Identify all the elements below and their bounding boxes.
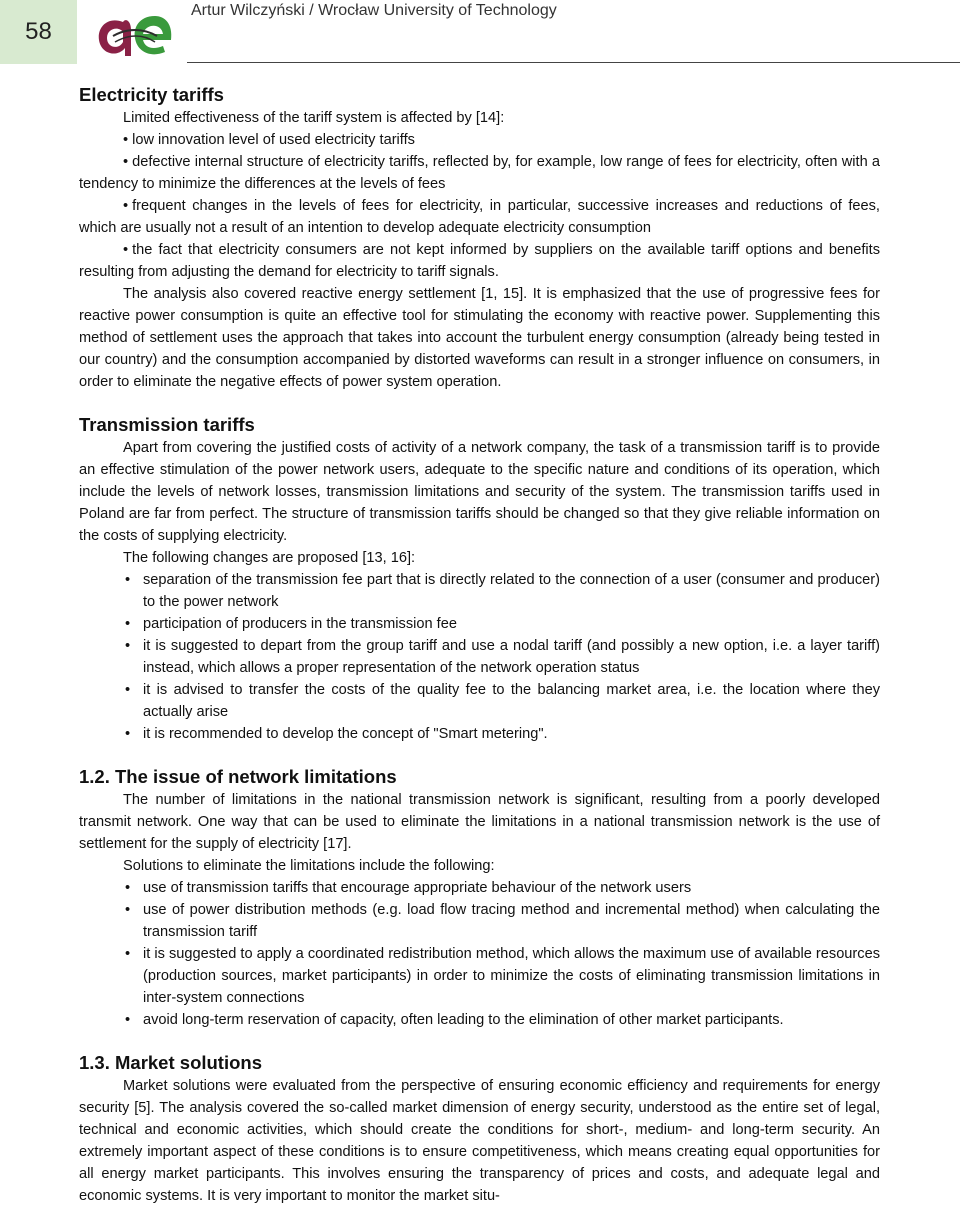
paragraph: The analysis also covered reactive energy settlement [1, 15]. It is emphasized that the use of progressive fees for reactive power consumption is quite an effective tool for stimulating the economy with reactive power. Supplementing this method of settlement uses the approach that takes into account the turbulent energy consumption (already being tested in our country) and the consumption accompanied by distorted waveforms can result in a stronger influence on consumers, in order to eliminate the negative effects of power system operation. [79,286,880,390]
section-heading: Transmission tariffs [79,414,255,435]
running-header-author: Artur Wilczyński / Wrocław University of Technology [191,2,557,19]
list-item: • it is suggested to depart from the group tariff and use a nodal tariff (and possibly a new option, i.e. a layer tariff) instead, which allows a proper representation of the network operation status [123,635,880,679]
list-item: • avoid long-term reservation of capacity, often leading to the elimination of other market participants. [123,1009,880,1031]
list-item: • participation of producers in the transmission fee [123,613,880,635]
bullet-list [79,877,880,1031]
section-intro: Solutions to eliminate the limitations include the following: [123,858,495,874]
section-heading: 1.2. The issue of network limitations [79,766,397,787]
list-item: • defective internal structure of electricity tariffs, reflected by, for example, low range of fees for electricity, often with a tendency to minimize the differences at the levels of fees [79,151,880,195]
list-item: • separation of the transmission fee part that is directly related to the connection of a user (consumer and producer) to the power network [123,569,880,613]
paragraph: Market solutions were evaluated from the perspective of ensuring economic efficiency and requirements for energy security [5]. The analysis covered the so-called market dimension of energy security, understood as the entire set of legal, technical and economic activities, which should create the conditions for short-, medium- and long-term security. An extremely important aspect of these conditions is to ensure competitiveness, which means creating equal opportunities for all energy market participants. This involves ensuring the transparency of prices and costs, and adequate legal and economic systems. It is very important to monitor the market situ- [79,1078,880,1204]
bullet-list [79,129,880,283]
paragraph: Apart from covering the justified costs of activity of a network company, the task of a transmission tariff is to provide an effective stimulation of the power network users, adequate to the specific nature and conditions of its operation, which include the levels of network losses, transmission limitations and security of the system. The transmission tariffs used in Poland are far from perfect. The structure of transmission tariffs should be changed so that they give reliable information on the costs of supplying electricity. [79,440,880,544]
list-item: • it is suggested to apply a coordinated redistribution method, which allows the maximum use of available resources (production sources, market participants) in order to minimize the costs of eliminating transmission limitations in inter-system connections [123,943,880,1009]
journal-logo [93,6,177,62]
section-intro: Limited effectiveness of the tariff system is affected by [14]: [123,110,505,126]
header-divider [187,62,960,63]
section-network-limitations [79,765,880,1031]
page-number [0,0,77,64]
list-item: • low innovation level of used electricity tariffs [79,129,880,151]
list-item: • use of transmission tariffs that encourage appropriate behaviour of the network users [123,877,880,899]
list-item: • use of power distribution methods (e.g. load flow tracing method and incremental method) when calculating the transmission tariff [123,899,880,943]
spacer [79,393,880,413]
ae-logo-icon [93,6,177,62]
section-transmission-tariffs [79,413,880,745]
section-electricity-tariffs [79,83,880,393]
page-number-text: 58 [25,18,52,45]
spacer [79,745,880,765]
list-item: • the fact that electricity consumers are not kept informed by suppliers on the available tariff options and benefits resulting from adjusting the demand for electricity to tariff signals. [79,239,880,283]
bullet-list [79,569,880,745]
section-market-solutions [79,1051,880,1207]
list-item: • it is advised to transfer the costs of the quality fee to the balancing market area, i.e. the location where they actually arise [123,679,880,723]
section-heading: 1.3. Market solutions [79,1052,262,1073]
page-body [79,83,880,1207]
spacer [79,1031,880,1051]
section-heading: Electricity tariffs [79,84,224,105]
section-intro: The following changes are proposed [13, 16]: [123,550,416,566]
paragraph: The number of limitations in the national transmission network is significant, resulting from a poorly developed transmit network. One way that can be used to eliminate the limitations in a national transmission network is the use of settlement for the supply of electricity [17]. [79,792,880,852]
list-item: • it is recommended to develop the concept of "Smart metering". [123,723,880,745]
list-item: • frequent changes in the levels of fees for electricity, in particular, successive increases and reductions of fees, which are usually not a result of an intention to develop adequate electricity consumption [79,195,880,239]
